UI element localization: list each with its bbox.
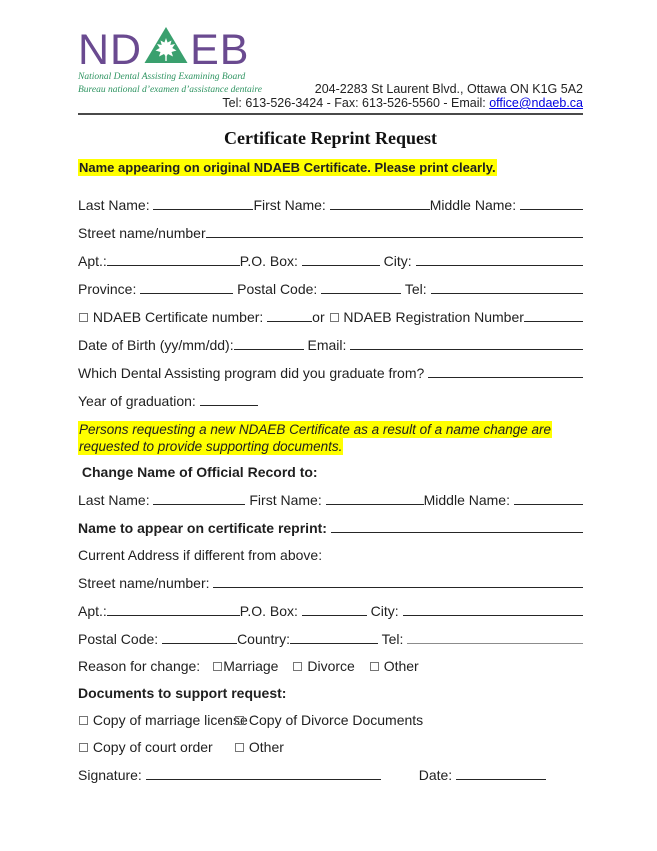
court-order-checkbox[interactable]: [79, 743, 88, 752]
new-first-name-label: First Name:: [245, 492, 326, 508]
city-label: City:: [379, 253, 416, 269]
city-blank[interactable]: [416, 253, 583, 266]
logo-wordmark: [78, 26, 583, 74]
current-address-row: [78, 548, 583, 563]
tel-label: Tel:: [401, 281, 431, 297]
divorce-documents-checkbox[interactable]: [235, 716, 244, 725]
signature-label: Signature:: [78, 767, 146, 783]
street-label: Street name/number: [78, 225, 206, 241]
po-box-blank-2[interactable]: [302, 603, 367, 616]
or-label: or: [312, 309, 329, 325]
original-name-row: [78, 197, 583, 213]
contact-block: [222, 82, 583, 110]
signature-row: [78, 767, 583, 783]
tel-blank[interactable]: [431, 281, 584, 294]
logo-tagline-en: National Dental Assisting Examining Board: [78, 72, 246, 82]
logo-tagline-fr: Bureau national d’examen d’assistance dentaire: [78, 85, 262, 95]
first-name-blank[interactable]: [330, 197, 430, 210]
province-row: [78, 281, 583, 297]
spacer: [355, 670, 369, 671]
tel-blank-2[interactable]: [407, 631, 583, 644]
certificate-name-row: [78, 520, 583, 536]
tel-label-2: Tel:: [377, 631, 408, 647]
province-label: Province:: [78, 281, 141, 297]
ndaeb-registration-number-checkbox[interactable]: [330, 313, 339, 322]
documents-heading: [78, 686, 583, 701]
name-change-notice: [78, 421, 583, 455]
dob-label: Date of Birth (yy/mm/dd):: [78, 337, 234, 353]
certificate-number-row: [78, 309, 583, 325]
new-last-name-label: Last Name:: [78, 492, 154, 508]
address-line: 204-2283 St Laurent Blvd., Ottawa ON K1G 5A2: [314, 82, 583, 96]
first-name-label: First Name:: [253, 197, 330, 213]
other-document-label: Other: [245, 739, 284, 755]
marriage-label: Marriage: [223, 658, 279, 674]
postal-code-blank-2[interactable]: [162, 631, 237, 644]
middle-name-blank[interactable]: [520, 197, 583, 210]
po-box-blank[interactable]: [302, 253, 380, 266]
email-label: Email:: [303, 337, 351, 353]
street-blank[interactable]: [206, 225, 583, 238]
new-first-name-blank[interactable]: [326, 492, 424, 505]
postal-code-blank[interactable]: [321, 281, 401, 294]
certificate-number-blank[interactable]: [267, 309, 312, 322]
marriage-license-checkbox[interactable]: [79, 716, 88, 725]
dob-email-row: [78, 337, 583, 353]
street-blank-2[interactable]: [213, 575, 583, 588]
apt-row: [78, 253, 583, 269]
divorce-checkbox[interactable]: [293, 662, 302, 671]
apt-label: Apt.:: [78, 253, 107, 269]
date-blank[interactable]: [456, 767, 546, 780]
postal-row-2: [78, 631, 583, 647]
apt-label-2: Apt.:: [78, 603, 107, 619]
certificate-name-label: Name to appear on certificate reprint:: [78, 520, 331, 536]
street-row-2: [78, 575, 583, 591]
name-change-section: [78, 465, 583, 755]
new-middle-name-blank[interactable]: [514, 492, 583, 505]
certificate-name-blank[interactable]: [331, 520, 583, 533]
other-reason-checkbox[interactable]: [370, 662, 379, 671]
court-order-label: Copy of court order: [89, 739, 213, 755]
apt-blank[interactable]: [107, 253, 240, 266]
reason-row: [78, 659, 583, 674]
street-row: [78, 225, 583, 241]
province-blank[interactable]: [140, 281, 233, 294]
current-address-label: Current Address if different from above:: [78, 547, 323, 563]
ndaeb-certificate-number-label: NDAEB Certificate number:: [89, 309, 268, 325]
program-label: Which Dental Assisting program did you graduate from?: [78, 365, 429, 381]
print-clearly-notice: [78, 159, 583, 177]
spacer: [200, 670, 212, 671]
registration-number-blank[interactable]: [524, 309, 583, 322]
po-box-label-2: P.O. Box:: [239, 603, 302, 619]
print-clearly-notice-text: Name appearing on original NDAEB Certificate. Please print clearly.: [79, 160, 496, 175]
reason-label: Reason for change:: [78, 658, 201, 674]
divorce-label: Divorce: [303, 658, 355, 674]
street-label-2: Street name/number:: [78, 575, 214, 591]
change-name-heading: [78, 465, 583, 480]
divorce-documents-label: Copy of Divorce Documents: [245, 712, 424, 728]
ndaeb-certificate-number-checkbox[interactable]: [79, 313, 88, 322]
marriage-license-label: Copy of marriage license: [89, 712, 248, 728]
ndaeb-registration-number-label: NDAEB Registration Number: [339, 309, 524, 325]
header-divider: [78, 113, 583, 115]
email-link[interactable]: office@ndaeb.ca: [489, 96, 583, 110]
marriage-checkbox[interactable]: [213, 662, 222, 671]
page-title: Certificate Reprint Request: [224, 128, 437, 148]
last-name-label: Last Name:: [78, 197, 154, 213]
graduation-year-blank[interactable]: [200, 393, 258, 406]
program-blank[interactable]: [428, 365, 583, 378]
spacer: [381, 779, 419, 780]
po-box-label: P.O. Box:: [239, 253, 302, 269]
last-name-blank[interactable]: [153, 197, 253, 210]
postal-code-label: Postal Code:: [233, 281, 322, 297]
new-last-name-blank[interactable]: [153, 492, 245, 505]
original-certificate-section: [78, 197, 583, 409]
other-document-checkbox[interactable]: [235, 743, 244, 752]
spacer: [278, 670, 292, 671]
middle-name-label: Middle Name:: [429, 197, 520, 213]
country-blank[interactable]: [290, 631, 378, 644]
documents-row-1: [78, 713, 583, 728]
new-name-row: [78, 492, 583, 508]
new-middle-name-label: Middle Name:: [423, 492, 514, 508]
signature-blank[interactable]: [146, 767, 381, 780]
city-label-2: City:: [366, 603, 403, 619]
other-reason-label: Other: [379, 658, 419, 674]
apt-row-2: [78, 603, 583, 619]
logo-text-nd: ND: [78, 26, 143, 74]
dob-blank[interactable]: [234, 337, 304, 350]
documents-heading-label: Documents to support request:: [78, 685, 287, 701]
maple-leaf-triangle-icon: [144, 26, 188, 64]
country-label: Country:: [237, 631, 290, 647]
header: [78, 26, 583, 110]
logo-text-eb: EB: [190, 26, 250, 74]
graduation-year-row: [78, 393, 583, 409]
tel-fax-text: Tel: 613-526-3424 - Fax: 613-526-5560 - Email:: [222, 96, 490, 110]
apt-blank-2[interactable]: [107, 603, 240, 616]
change-name-heading-label: Change Name of Official Record to:: [78, 464, 318, 480]
documents-row-2: [78, 740, 583, 755]
name-change-notice-text: Persons requesting a new NDAEB Certificate as a result of a name change are requested to provide supporting documents.: [79, 422, 551, 454]
graduation-year-label: Year of graduation:: [78, 393, 200, 409]
email-blank[interactable]: [350, 337, 583, 350]
city-blank-2[interactable]: [403, 603, 583, 616]
signature-section: [78, 767, 583, 783]
date-label: Date:: [418, 767, 457, 783]
program-row: [78, 365, 583, 381]
postal-code-label-2: Postal Code:: [78, 631, 163, 647]
contact-line: [222, 96, 583, 110]
